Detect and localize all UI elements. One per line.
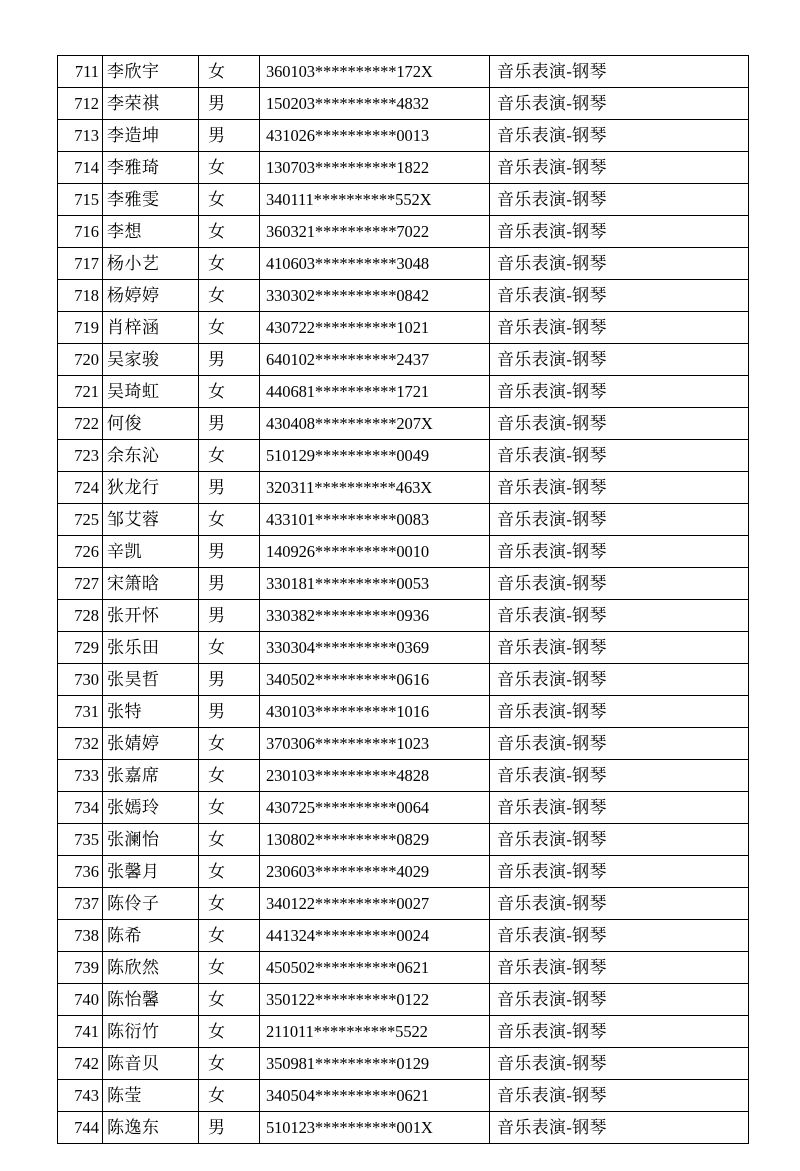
examinee-major: 音乐表演-钢琴 — [490, 856, 749, 888]
examinee-id-number: 340504**********0621 — [260, 1080, 490, 1112]
examinee-major: 音乐表演-钢琴 — [490, 376, 749, 408]
examinee-gender: 女 — [199, 824, 260, 856]
table-row — [58, 760, 749, 792]
examinee-major: 音乐表演-钢琴 — [490, 120, 749, 152]
examinee-name: 陈莹 — [103, 1080, 199, 1112]
examinee-major: 音乐表演-钢琴 — [490, 56, 749, 88]
examinee-roster-table — [57, 55, 749, 1144]
table-row — [58, 728, 749, 760]
examinee-name: 李欣宇 — [103, 56, 199, 88]
examinee-id-number: 330181**********0053 — [260, 568, 490, 600]
examinee-major: 音乐表演-钢琴 — [490, 344, 749, 376]
examinee-name: 张澜怡 — [103, 824, 199, 856]
examinee-id-number: 430408**********207X — [260, 408, 490, 440]
examinee-name: 李雅琦 — [103, 152, 199, 184]
examinee-name: 吴家骏 — [103, 344, 199, 376]
sequence-number: 729 — [58, 632, 103, 664]
examinee-gender: 女 — [199, 888, 260, 920]
examinee-gender: 女 — [199, 376, 260, 408]
examinee-id-number: 450502**********0621 — [260, 952, 490, 984]
examinee-name: 陈希 — [103, 920, 199, 952]
examinee-name: 陈伶子 — [103, 888, 199, 920]
examinee-major: 音乐表演-钢琴 — [490, 760, 749, 792]
table-row — [58, 56, 749, 88]
examinee-name: 张嘉席 — [103, 760, 199, 792]
examinee-gender: 女 — [199, 760, 260, 792]
examinee-name: 李雅雯 — [103, 184, 199, 216]
sequence-number: 742 — [58, 1048, 103, 1080]
examinee-gender: 男 — [199, 88, 260, 120]
sequence-number: 719 — [58, 312, 103, 344]
sequence-number: 732 — [58, 728, 103, 760]
table-row — [58, 344, 749, 376]
examinee-major: 音乐表演-钢琴 — [490, 472, 749, 504]
examinee-major: 音乐表演-钢琴 — [490, 280, 749, 312]
examinee-gender: 女 — [199, 728, 260, 760]
examinee-name: 何俊 — [103, 408, 199, 440]
sequence-number: 711 — [58, 56, 103, 88]
sequence-number: 737 — [58, 888, 103, 920]
sequence-number: 740 — [58, 984, 103, 1016]
examinee-name: 李造坤 — [103, 120, 199, 152]
sequence-number: 731 — [58, 696, 103, 728]
table-row — [58, 696, 749, 728]
examinee-name: 张开怀 — [103, 600, 199, 632]
examinee-major: 音乐表演-钢琴 — [490, 248, 749, 280]
sequence-number: 735 — [58, 824, 103, 856]
examinee-gender: 女 — [199, 1080, 260, 1112]
table-row — [58, 600, 749, 632]
examinee-name: 杨婷婷 — [103, 280, 199, 312]
table-row — [58, 632, 749, 664]
examinee-gender: 女 — [199, 952, 260, 984]
examinee-major: 音乐表演-钢琴 — [490, 920, 749, 952]
table-row — [58, 984, 749, 1016]
examinee-major: 音乐表演-钢琴 — [490, 728, 749, 760]
table-row — [58, 504, 749, 536]
examinee-name: 张特 — [103, 696, 199, 728]
examinee-major: 音乐表演-钢琴 — [490, 1016, 749, 1048]
examinee-gender: 女 — [199, 312, 260, 344]
examinee-id-number: 360103**********172X — [260, 56, 490, 88]
sequence-number: 743 — [58, 1080, 103, 1112]
examinee-gender: 男 — [199, 120, 260, 152]
roster-table-body — [58, 56, 749, 1144]
examinee-id-number: 510123**********001X — [260, 1112, 490, 1144]
examinee-gender: 女 — [199, 984, 260, 1016]
examinee-major: 音乐表演-钢琴 — [490, 568, 749, 600]
examinee-id-number: 230103**********4828 — [260, 760, 490, 792]
examinee-id-number: 150203**********4832 — [260, 88, 490, 120]
examinee-id-number: 433101**********0083 — [260, 504, 490, 536]
examinee-gender: 女 — [199, 56, 260, 88]
table-row — [58, 536, 749, 568]
sequence-number: 712 — [58, 88, 103, 120]
examinee-major: 音乐表演-钢琴 — [490, 888, 749, 920]
examinee-major: 音乐表演-钢琴 — [490, 88, 749, 120]
examinee-name: 张馨月 — [103, 856, 199, 888]
table-row — [58, 568, 749, 600]
examinee-id-number: 140926**********0010 — [260, 536, 490, 568]
examinee-id-number: 340502**********0616 — [260, 664, 490, 696]
examinee-major: 音乐表演-钢琴 — [490, 504, 749, 536]
examinee-id-number: 340111**********552X — [260, 184, 490, 216]
examinee-major: 音乐表演-钢琴 — [490, 600, 749, 632]
examinee-id-number: 370306**********1023 — [260, 728, 490, 760]
examinee-gender: 男 — [199, 664, 260, 696]
examinee-name: 辛凯 — [103, 536, 199, 568]
examinee-name: 李想 — [103, 216, 199, 248]
sequence-number: 739 — [58, 952, 103, 984]
table-row — [58, 1112, 749, 1144]
examinee-name: 陈逸东 — [103, 1112, 199, 1144]
examinee-name: 邹艾蓉 — [103, 504, 199, 536]
examinee-id-number: 441324**********0024 — [260, 920, 490, 952]
sequence-number: 715 — [58, 184, 103, 216]
table-row — [58, 280, 749, 312]
examinee-gender: 女 — [199, 1016, 260, 1048]
examinee-gender: 男 — [199, 600, 260, 632]
examinee-name: 杨小艺 — [103, 248, 199, 280]
table-row — [58, 472, 749, 504]
table-row — [58, 1016, 749, 1048]
examinee-major: 音乐表演-钢琴 — [490, 984, 749, 1016]
examinee-major: 音乐表演-钢琴 — [490, 152, 749, 184]
examinee-name: 陈欣然 — [103, 952, 199, 984]
examinee-id-number: 130802**********0829 — [260, 824, 490, 856]
table-row — [58, 440, 749, 472]
examinee-major: 音乐表演-钢琴 — [490, 952, 749, 984]
sequence-number: 730 — [58, 664, 103, 696]
sequence-number: 725 — [58, 504, 103, 536]
table-row — [58, 856, 749, 888]
table-row — [58, 920, 749, 952]
examinee-id-number: 640102**********2437 — [260, 344, 490, 376]
examinee-name: 陈音贝 — [103, 1048, 199, 1080]
sequence-number: 713 — [58, 120, 103, 152]
examinee-name: 吴琦虹 — [103, 376, 199, 408]
table-row — [58, 1048, 749, 1080]
examinee-major: 音乐表演-钢琴 — [490, 216, 749, 248]
examinee-name: 陈怡馨 — [103, 984, 199, 1016]
examinee-name: 李荣祺 — [103, 88, 199, 120]
table-row — [58, 248, 749, 280]
examinee-id-number: 510129**********0049 — [260, 440, 490, 472]
examinee-name: 陈衍竹 — [103, 1016, 199, 1048]
table-row — [58, 792, 749, 824]
examinee-major: 音乐表演-钢琴 — [490, 632, 749, 664]
sequence-number: 720 — [58, 344, 103, 376]
sequence-number: 722 — [58, 408, 103, 440]
examinee-major: 音乐表演-钢琴 — [490, 440, 749, 472]
sequence-number: 738 — [58, 920, 103, 952]
examinee-id-number: 330302**********0842 — [260, 280, 490, 312]
examinee-gender: 男 — [199, 696, 260, 728]
table-row — [58, 408, 749, 440]
examinee-name: 宋箫晗 — [103, 568, 199, 600]
table-row — [58, 664, 749, 696]
examinee-id-number: 360321**********7022 — [260, 216, 490, 248]
examinee-gender: 女 — [199, 504, 260, 536]
sequence-number: 716 — [58, 216, 103, 248]
examinee-id-number: 330382**********0936 — [260, 600, 490, 632]
table-row — [58, 152, 749, 184]
examinee-name: 张嫣玲 — [103, 792, 199, 824]
table-row — [58, 376, 749, 408]
table-row — [58, 216, 749, 248]
sequence-number: 741 — [58, 1016, 103, 1048]
examinee-name: 张昊哲 — [103, 664, 199, 696]
examinee-id-number: 431026**********0013 — [260, 120, 490, 152]
sequence-number: 723 — [58, 440, 103, 472]
examinee-id-number: 350122**********0122 — [260, 984, 490, 1016]
examinee-gender: 男 — [199, 472, 260, 504]
examinee-id-number: 350981**********0129 — [260, 1048, 490, 1080]
sequence-number: 717 — [58, 248, 103, 280]
examinee-name: 张乐田 — [103, 632, 199, 664]
examinee-major: 音乐表演-钢琴 — [490, 1080, 749, 1112]
examinee-name: 张婧婷 — [103, 728, 199, 760]
examinee-gender: 女 — [199, 920, 260, 952]
examinee-gender: 女 — [199, 248, 260, 280]
examinee-id-number: 430722**********1021 — [260, 312, 490, 344]
examinee-id-number: 211011**********5522 — [260, 1016, 490, 1048]
sequence-number: 734 — [58, 792, 103, 824]
examinee-major: 音乐表演-钢琴 — [490, 824, 749, 856]
examinee-name: 余东沁 — [103, 440, 199, 472]
examinee-gender: 女 — [199, 184, 260, 216]
examinee-gender: 女 — [199, 216, 260, 248]
examinee-gender: 女 — [199, 1048, 260, 1080]
sequence-number: 727 — [58, 568, 103, 600]
table-row — [58, 184, 749, 216]
examinee-gender: 男 — [199, 408, 260, 440]
sequence-number: 721 — [58, 376, 103, 408]
examinee-gender: 女 — [199, 856, 260, 888]
examinee-major: 音乐表演-钢琴 — [490, 184, 749, 216]
examinee-id-number: 430725**********0064 — [260, 792, 490, 824]
examinee-id-number: 320311**********463X — [260, 472, 490, 504]
examinee-name: 狄龙行 — [103, 472, 199, 504]
examinee-name: 肖梓涵 — [103, 312, 199, 344]
sequence-number: 714 — [58, 152, 103, 184]
sequence-number: 733 — [58, 760, 103, 792]
sequence-number: 718 — [58, 280, 103, 312]
examinee-major: 音乐表演-钢琴 — [490, 1112, 749, 1144]
table-row — [58, 824, 749, 856]
examinee-major: 音乐表演-钢琴 — [490, 1048, 749, 1080]
examinee-major: 音乐表演-钢琴 — [490, 312, 749, 344]
table-row — [58, 88, 749, 120]
examinee-major: 音乐表演-钢琴 — [490, 536, 749, 568]
examinee-gender: 男 — [199, 1112, 260, 1144]
examinee-id-number: 130703**********1822 — [260, 152, 490, 184]
examinee-gender: 女 — [199, 632, 260, 664]
examinee-major: 音乐表演-钢琴 — [490, 696, 749, 728]
examinee-id-number: 410603**********3048 — [260, 248, 490, 280]
table-row — [58, 1080, 749, 1112]
examinee-gender: 女 — [199, 440, 260, 472]
sequence-number: 726 — [58, 536, 103, 568]
examinee-major: 音乐表演-钢琴 — [490, 664, 749, 696]
sequence-number: 744 — [58, 1112, 103, 1144]
examinee-gender: 女 — [199, 792, 260, 824]
sequence-number: 736 — [58, 856, 103, 888]
examinee-id-number: 230603**********4029 — [260, 856, 490, 888]
examinee-gender: 男 — [199, 536, 260, 568]
examinee-major: 音乐表演-钢琴 — [490, 408, 749, 440]
examinee-gender: 女 — [199, 152, 260, 184]
table-row — [58, 952, 749, 984]
sequence-number: 728 — [58, 600, 103, 632]
table-row — [58, 888, 749, 920]
examinee-id-number: 430103**********1016 — [260, 696, 490, 728]
sequence-number: 724 — [58, 472, 103, 504]
examinee-id-number: 340122**********0027 — [260, 888, 490, 920]
examinee-id-number: 440681**********1721 — [260, 376, 490, 408]
examinee-gender: 女 — [199, 280, 260, 312]
examinee-gender: 男 — [199, 344, 260, 376]
examinee-gender: 男 — [199, 568, 260, 600]
table-row — [58, 312, 749, 344]
examinee-major: 音乐表演-钢琴 — [490, 792, 749, 824]
table-row — [58, 120, 749, 152]
examinee-id-number: 330304**********0369 — [260, 632, 490, 664]
